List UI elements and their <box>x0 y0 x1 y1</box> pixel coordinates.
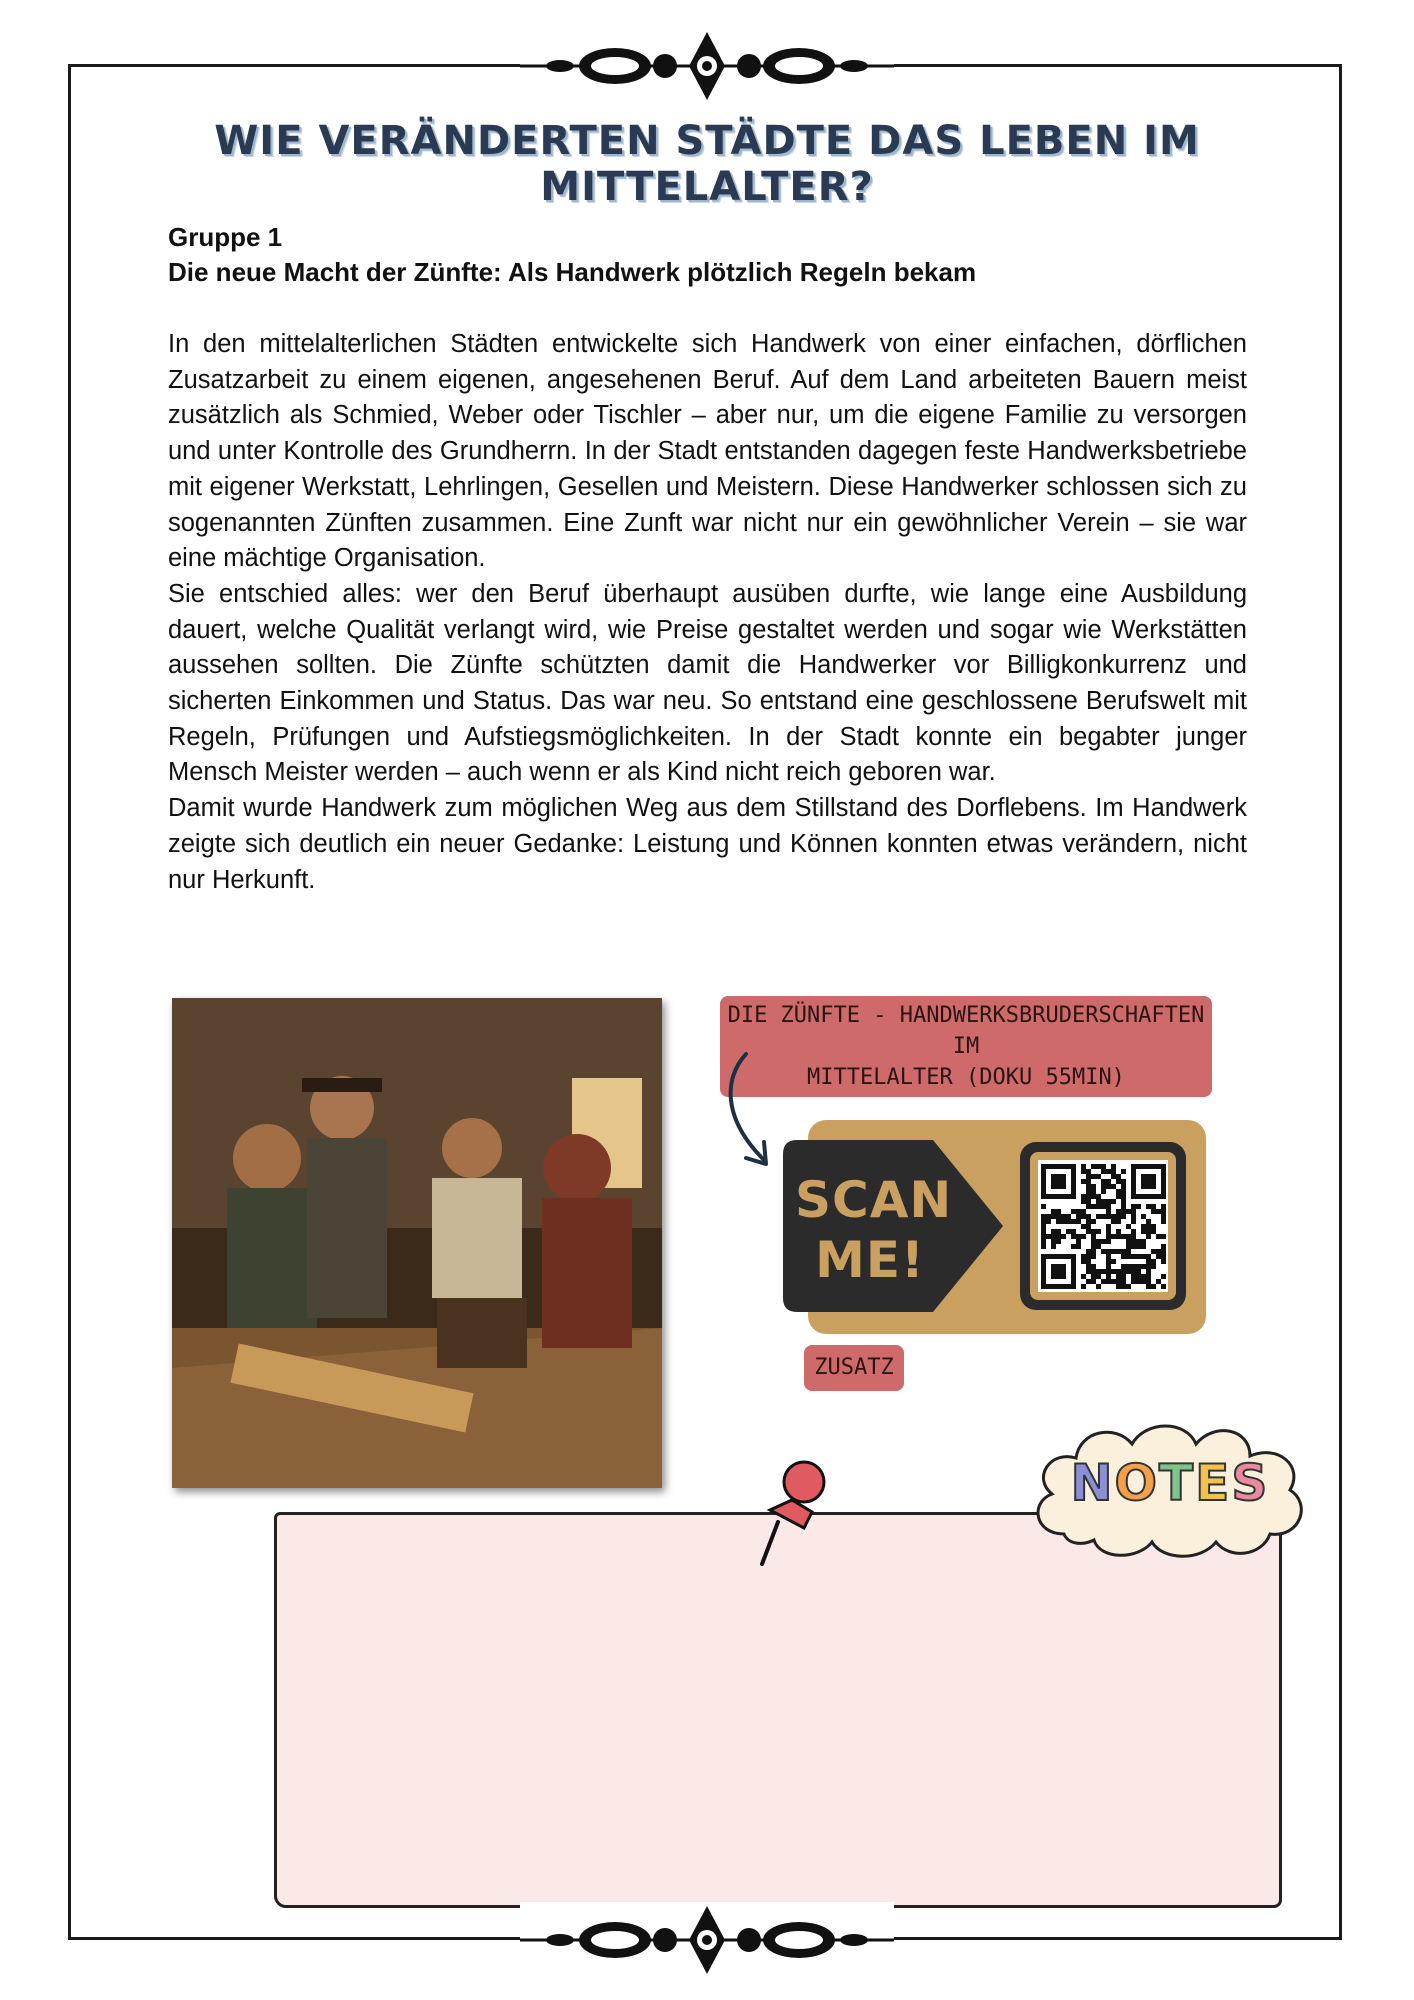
qr-code[interactable] <box>1020 1142 1186 1310</box>
group-label: Gruppe 1 <box>168 222 283 252</box>
paragraph: In den mittelalterlichen Städten entwickelte sich Handwerk von einer einfachen, dörflichen Zusatzarbeit zu einem eigenen, angesehenen Beruf. Auf dem Land arbeiteten Bauern meist zusätzlich als Schmied, Weber oder Tischler – aber nur, um die eigene Familie zu versorgen und unter Kontrolle des Grundherrn. In der Stadt entstanden dagegen feste Handwerksbetriebe mit eigener Werkstatt, Lehrlingen, Gesellen und Meistern. Diese Handwerker schlossen sich zu sogenannten Zünften zusammen. Eine Zunft war nicht nur ein gewöhnlicher Verein – sie war eine mächtige Organisation. <box>168 330 1247 573</box>
video-title-tag[interactable] <box>720 996 1212 1097</box>
pushpin-icon <box>752 1452 830 1568</box>
paragraph: Sie entschied alles: wer den Beruf überhaupt ausüben durfte, wie lange eine Ausbildung dauert, welche Qualität verlangt wird, wie Preise gestaltet werden und sogar wie Werkstätten aussehen sollten. Die Zünfte schützten damit die Handwerker vor Billigkonkurrenz und sicherten Einkommen und Status. Das war neu. So entstand eine geschlossene Berufswelt mit Regeln, Prüfungen und Aufstiegsmöglichkeiten. In der Stadt konnte ein begabter junger Mensch Meister werden – auch wenn er als Kind nicht reich geboren war. <box>168 579 1247 787</box>
section-subtitle: Die neue Macht der Zünfte: Als Handwerk plötzlich Regeln bekam <box>168 257 977 287</box>
body-text <box>168 327 1247 898</box>
notes-area[interactable] <box>274 1512 1282 1908</box>
arrow-icon <box>716 1048 786 1178</box>
scan-me-text: SCAN ME! <box>795 1171 953 1289</box>
page-title: WIE VERÄNDERTEN STÄDTE DAS LEBEN IM MITTELALTER? <box>214 118 1200 210</box>
notes-label: NOTES <box>1070 1454 1270 1512</box>
video-title-line: DIE ZÜNFTE - HANDWERKSBRUDERSCHAFTEN IM <box>727 1003 1205 1059</box>
video-title-line: MITTELALTER (DOKU 55MIN) <box>807 1065 1125 1090</box>
workshop-photo <box>172 998 662 1488</box>
top-ornament <box>520 28 894 104</box>
bottom-ornament <box>520 1902 894 1978</box>
paragraph: Damit wurde Handwerk zum möglichen Weg aus dem Stillstand des Dorflebens. Im Handwerk zeigte sich deutlich ein neuer Gedanke: Leistung und Können konnten etwas verändern, nicht nur Herkunft. <box>168 794 1247 894</box>
extra-tag: ZUSATZ <box>804 1345 904 1391</box>
